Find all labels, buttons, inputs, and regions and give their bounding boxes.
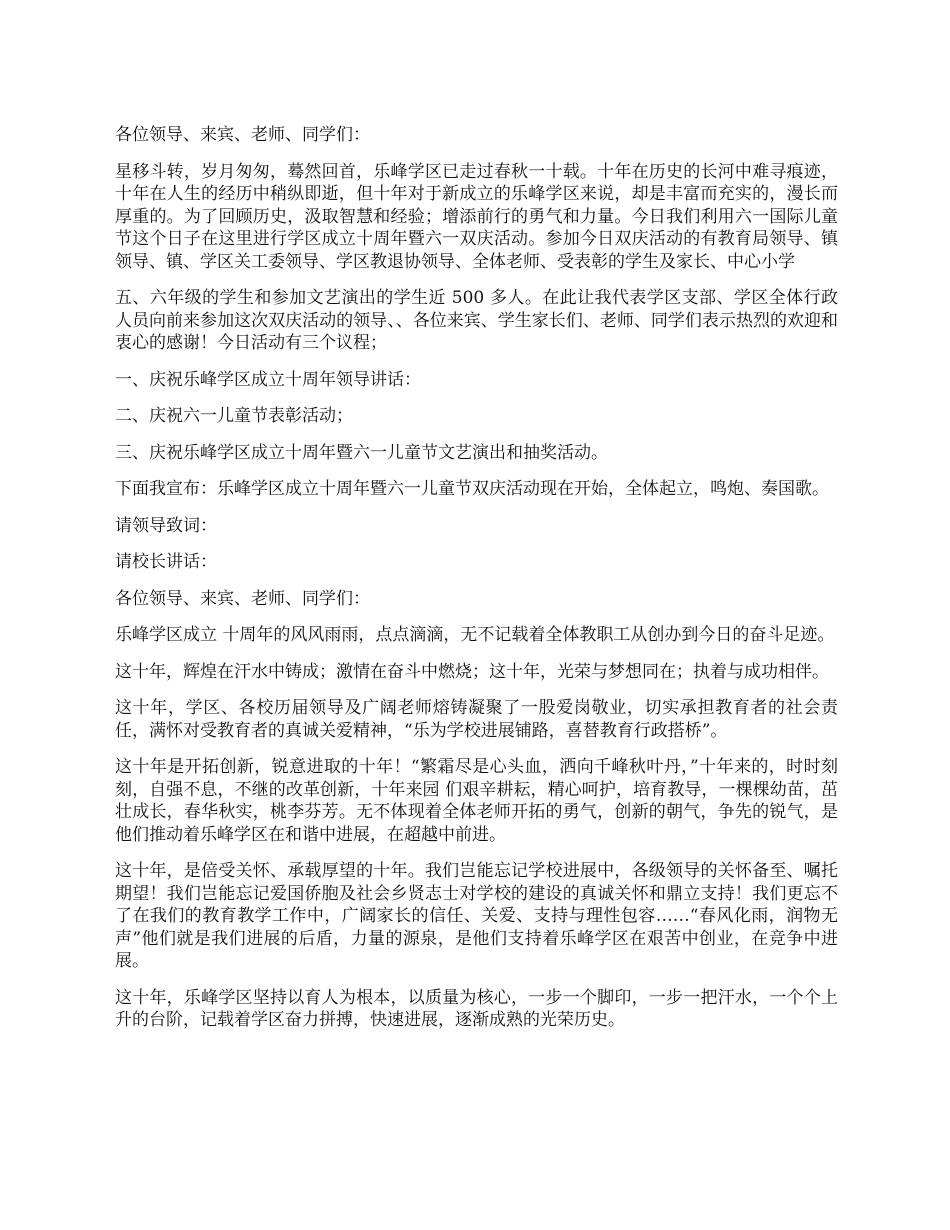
principal-speech-line: 请校长讲话： [115, 552, 217, 572]
speech-paragraph-3: 这十年，学区、各校历届领导及广阔老师熔铸凝聚了一股爱岗敬业，切实承担教育者的社会责任，满怀对受教育者的真诚关爱精神，“乐为学校进展铺路，喜替教育行政搭桥”。 [115, 698, 838, 741]
speech-paragraph-1: 乐峰学区成立 十周年的风风雨雨，点点滴滴，无不记载着全体教职工从创办到今日的奋斗足迹。 [115, 625, 835, 645]
leader-speech-line: 请领导致词： [115, 515, 217, 536]
agenda-item-2: 二、庆祝六一儿童节表彰活动； [115, 406, 353, 426]
agenda-item-1: 一、庆祝乐峰学区成立十周年领导讲话： [115, 369, 421, 390]
attendees-paragraph: 五、六年级的学生和参加文艺演出的学生近 500 多人。在此让我代表学区支部、学区全体行政人员向前来参加这次双庆活动的领导、、各位来宾、学生家长们、老师、同学们表示热烈的欢迎和衷心的感谢！今日活动有三个议程； [115, 288, 838, 353]
speech-paragraph-5: 这十年，是倍受关怀、承载厚望的十年。我们岂能忘记学校进展中，各级领导的关怀备至、嘱托期望！我们岂能忘记爱国侨胞及社会乡贤志士对学校的建设的真诚关怀和鼎立支持！我们更忘不了在我们的教育教学工作中，广阔家长的信任、关爱、支持与理性包容……“春风化雨，润物无声”他们就是我们进展的后盾，力量的源泉，是他们支持着乐峰学区在艰苦中创业，在竞争中进展。 [115, 861, 838, 971]
agenda-item-3: 三、庆祝乐峰学区成立十周年暨六一儿童节文艺演出和抽奖活动。 [115, 442, 608, 463]
greeting-paragraph: 各位领导、来宾、老师、同学们： [115, 125, 370, 145]
speech-paragraph-2: 这十年，辉煌在汗水中铸成；激情在奋斗中燃烧；这十年，光荣与梦想同在；执着与成功相伴。 [115, 661, 829, 682]
opening-paragraph: 星移斗转，岁月匆匆，蓦然回首，乐峰学区已走过春秋一十载。十年在历史的长河中难寻痕迹，十年在人生的经历中稍纵即逝，但十年对于新成立的乐峰学区来说，却是丰富而充实的，漫长而厚重的。为了回顾历史，汲取智慧和经验；增添前行的勇气和力量。今日我们利用六一国际儿童节这个日子在这里进行学区成立十周年暨六一双庆活动。参加今日双庆活动的有教育局领导、镇领导、镇、学区关工委领导、学区教退协领导、全体老师、受表彰的学生及家长、中心小学 [115, 161, 838, 272]
announcement-paragraph: 下面我宣布：乐峰学区成立十周年暨六一儿童节双庆活动现在开始，全体起立，鸣炮、奏国歌。 [115, 479, 829, 499]
speech-paragraph-6: 这十年，乐峰学区坚持以育人为根本，以质量为核心，一步一个脚印，一步一把汗水，一个个上升的台阶，记载着学区奋力拼搏，快速进展，逐渐成熟的光荣历史。 [115, 987, 838, 1030]
speech-greeting-paragraph: 各位领导、来宾、老师、同学们： [115, 588, 370, 609]
speech-paragraph-4: 这十年是开拓创新，锐意进取的十年！“繁霜尽是心头血，洒向千峰秋叶丹，”十年来的，时时刻刻，自强不息，不继的改革创新，十年来园 们艰辛耕耘，精心呵护，培育教导，一棵棵幼苗，茁壮成长，春华秋实，桃李芬芳。无不体现着全体老师开拓的勇气，创新的朝气，争先的锐气，是他们推动着乐峰学区在和谐中进展，在超越中前进。 [115, 757, 838, 845]
